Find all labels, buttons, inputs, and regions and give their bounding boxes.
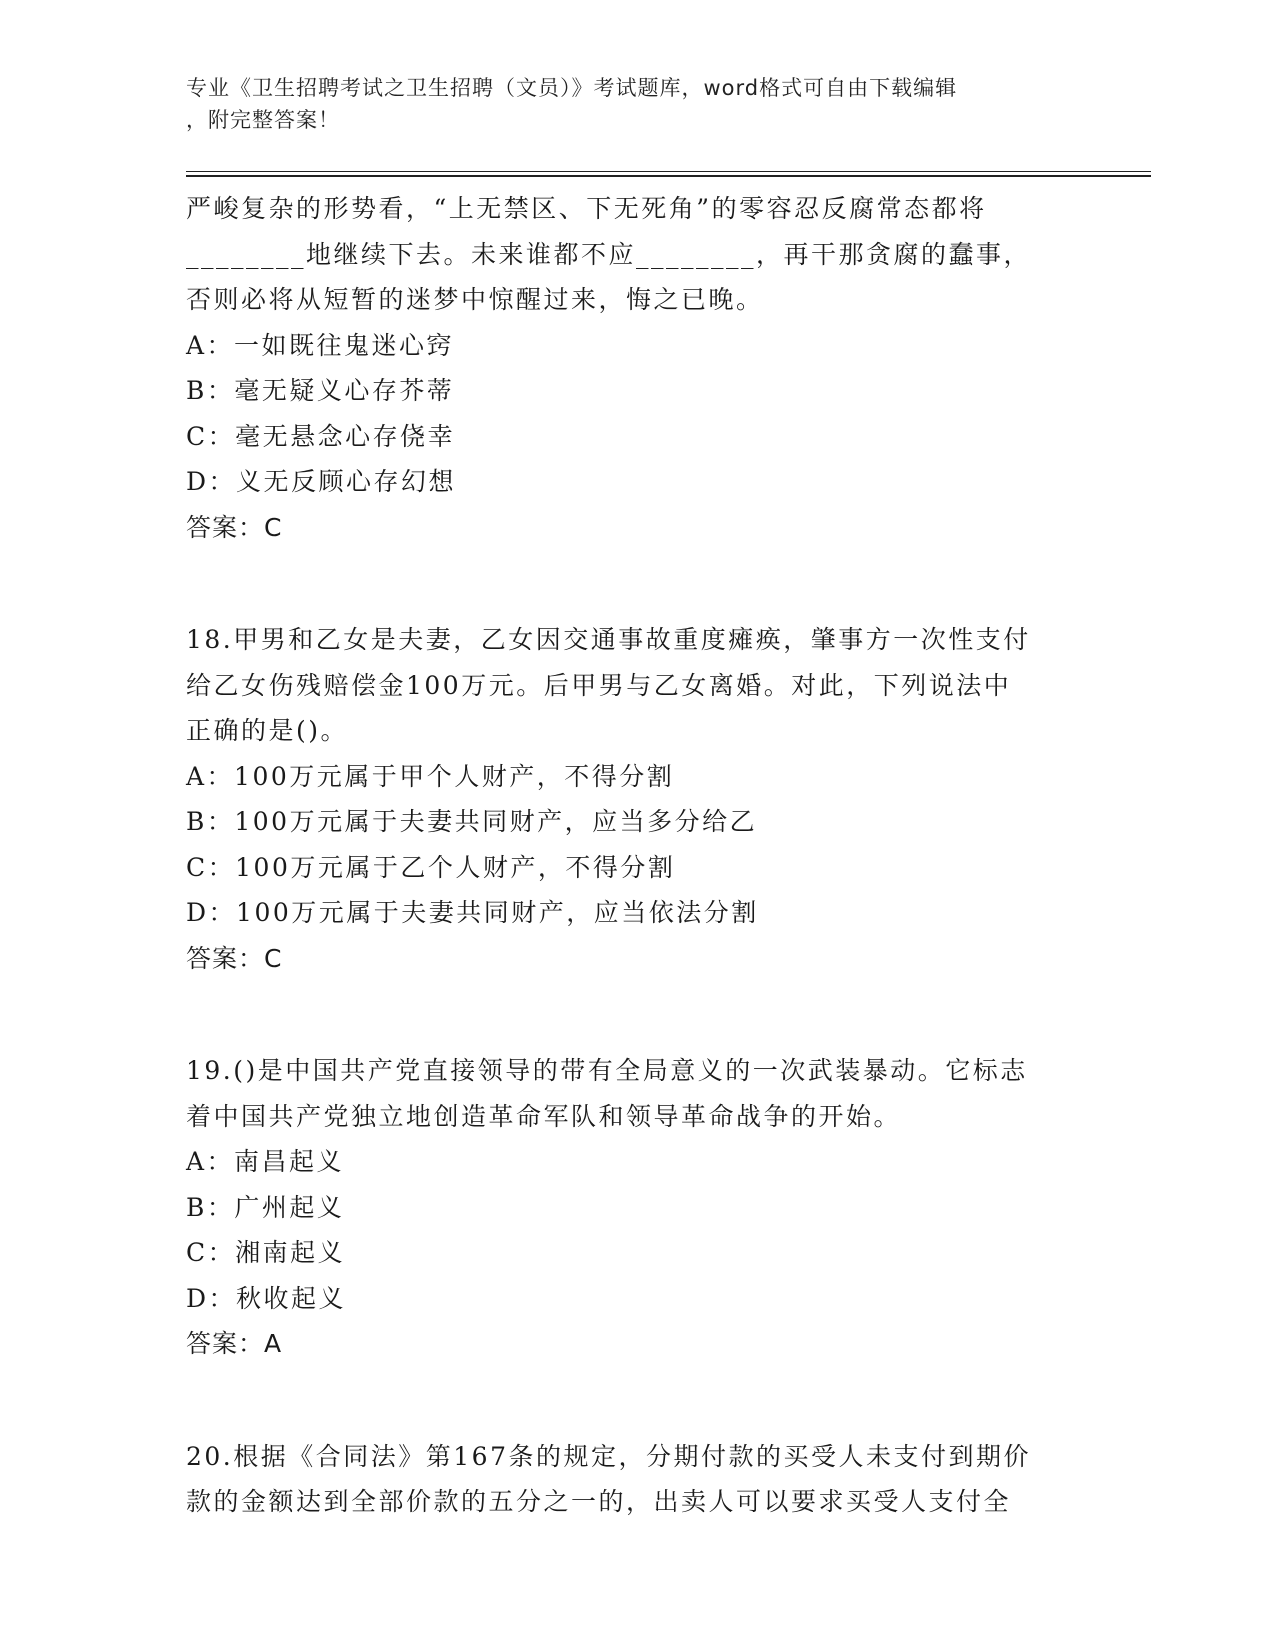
answer-line: 答案：C (186, 512, 283, 542)
option-d: D：100万元属于夫妻共同财产，应当依法分割 (186, 898, 759, 927)
option-c: C：湘南起义 (186, 1238, 346, 1267)
option-b: B：毫无疑义心存芥蒂 (186, 376, 455, 405)
question-block (186, 617, 1086, 981)
spacer (186, 981, 1086, 1048)
question-stem-line: 20.根据《合同法》第167条的规定，分期付款的买受人未支付到期价 (186, 1441, 1031, 1471)
answer-line: 答案：C (186, 943, 283, 973)
page-header (186, 72, 1066, 136)
answer-line: 答案：A (186, 1329, 283, 1358)
option-a: A：一如既往鬼迷心窍 (186, 330, 455, 360)
question-stem-line: 款的金额达到全部价款的五分之一的，出卖人可以要求买受人支付全 (186, 1487, 1012, 1516)
spacer (186, 550, 1086, 617)
question-stem-line: 正确的是()。 (186, 716, 349, 745)
header-rule-bottom (186, 175, 1151, 177)
header-rule-top (186, 171, 1151, 172)
option-c: C：100万元属于乙个人财产，不得分割 (186, 852, 676, 882)
question-stem-line: 着中国共产党独立地创造革命军队和领导革命战争的开始。 (186, 1101, 902, 1131)
option-b: B：广州起义 (186, 1192, 345, 1222)
question-stem-line: ________地继续下去。未来谁都不应________，再干那贪腐的蠢事， (186, 239, 1032, 269)
question-block (186, 186, 1086, 550)
option-b: B：100万元属于夫妻共同财产，应当多分给乙 (186, 807, 758, 836)
question-stem-line: 严峻复杂的形势看，“上无禁区、下无死角”的零容忍反腐常态都将 (186, 194, 987, 223)
question-stem-line: 18.甲男和乙女是夫妻，乙女因交通事故重度瘫痪，肇事方一次性支付 (186, 625, 1031, 654)
option-a: A：南昌起义 (186, 1147, 345, 1176)
question-stem-line: 否则必将从短暂的迷梦中惊醒过来，悔之已晚。 (186, 285, 764, 314)
question-block (186, 1048, 1086, 1367)
option-d: D：秋收起义 (186, 1283, 347, 1313)
option-c: C：毫无悬念心存侥幸 (186, 421, 456, 451)
question-stem-line: 给乙女伤残赔偿金100万元。后甲男与乙女离婚。对此，下列说法中 (186, 670, 1012, 700)
question-list (186, 186, 1086, 1525)
header-line-1: 专业《卫生招聘考试之卫生招聘（文员）》考试题库，word格式可自由下载编辑 (186, 76, 958, 100)
option-a: A：100万元属于甲个人财产，不得分割 (186, 761, 675, 791)
header-line-2: ，附完整答案！ (186, 108, 340, 132)
question-block (186, 1434, 1086, 1525)
spacer (186, 1367, 1086, 1434)
question-stem-line: 19.()是中国共产党直接领导的带有全局意义的一次武装暴动。它标志 (186, 1056, 1028, 1085)
option-d: D：义无反顾心存幻想 (186, 467, 457, 496)
